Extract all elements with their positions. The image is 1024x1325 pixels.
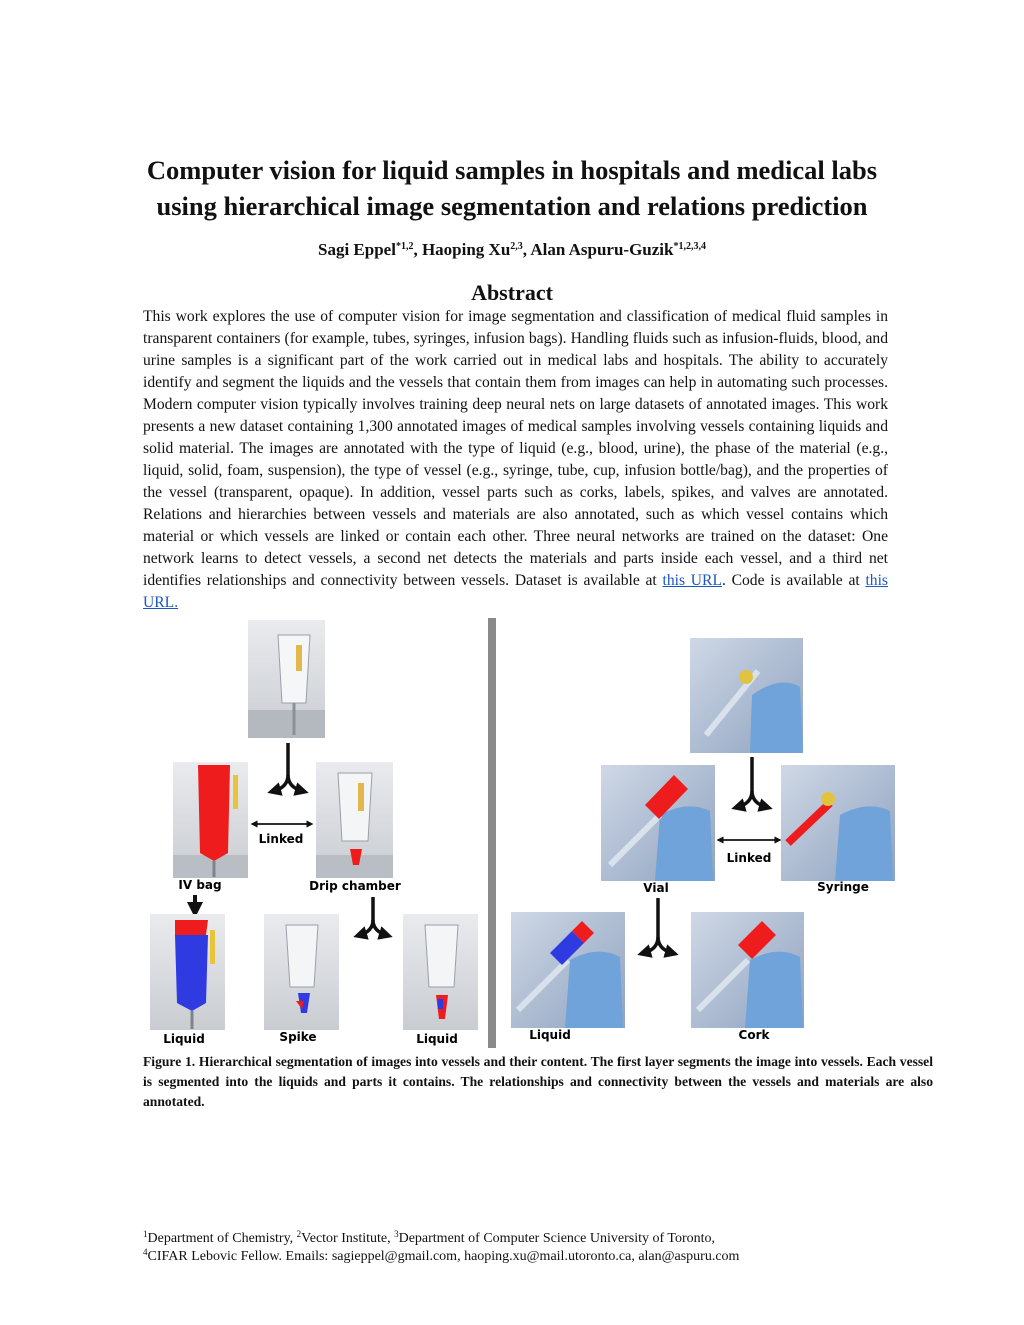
liquid-label: Liquid	[163, 1032, 205, 1046]
abstract-text: This work explores the use of computer vision for image segmentation and classification of medical fluid samples in transparent containers (for example, tubes, syringes, infusion bags). Handling fluids such as infusion-fluids, blood, and urine samples is a significant part of the work carried out in medical labs and hospitals. The ability to accurately identify and segment the liquids and the vessels that contain them from images can help in automating such processes. Modern computer vision typically involves training deep neural nets on large datasets of annotated images. This work presents a new dataset containing 1,300 annotated images of medical samples involving vessels containing liquids and solid material. The images are annotated with the type of liquid (e.g., blood, urine), the phase of the material (e.g., liquid, solid, foam, suspension), the type of vessel (e.g., syringe, tube, cup, infusion bottle/bag), and the properties of the vessel (transparent, opaque). In addition, vessel parts such as corks, labels, spikes, and valves are annotated. Relations and hierarchies between vessels and materials are also annotated, such as which vessel contains which material or which vessels are linked or contain each other. Three neural networks are trained on the dataset: One network learns to detect vessels, a second net detects the materials and parts inside each vessel, and a third net identifies relationships and connectivity between vessels. Dataset is available at	[143, 308, 888, 589]
linked-arrow	[254, 824, 310, 846]
author-affiliation: 2,3	[510, 241, 523, 252]
footnote-text: CIFAR Lebovic Fellow. Emails: sagieppel@gmail.com, haoping.xu@mail.utoronto.ca, alan@aspuru.com	[147, 1249, 740, 1264]
footnote-marker: 2	[296, 1229, 302, 1239]
author-affiliation: *1,2	[395, 241, 414, 252]
title-line-2: using hierarchical image segmentation and relations prediction	[156, 191, 868, 221]
abstract-heading: Abstract	[471, 280, 553, 305]
photo-spike	[264, 914, 339, 1030]
syringe-label: Syringe	[817, 880, 869, 894]
iv-bag-label: IV bag	[178, 878, 222, 892]
footnote-marker: 4	[143, 1247, 148, 1257]
paper-title	[100, 152, 924, 224]
footnote-text: Department of Computer Science University of Toronto,	[398, 1231, 716, 1246]
cork-label: Cork	[738, 1028, 770, 1042]
footnote-marker: 3	[394, 1229, 399, 1239]
split-arrow	[738, 757, 766, 807]
drip-chamber-label: Drip chamber	[309, 879, 401, 893]
author-list: Sagi Eppel$^{*1,2}$, Haoping Xu$^{2,3}$, Alan Aspuru-Guzik$^{*1,2,3,4}$	[318, 240, 706, 259]
dataset-link[interactable]: this URL	[662, 572, 722, 589]
code-text: . Code is available at	[721, 572, 866, 589]
split-arrow	[360, 897, 386, 935]
photo-syringe-segmented	[781, 765, 895, 881]
vial-label: Vial	[643, 881, 669, 895]
liquid-label: Liquid	[529, 1028, 571, 1042]
linked-label: Linked	[726, 851, 772, 865]
footnote-line-2	[143, 1248, 943, 1266]
split-arrow	[274, 743, 302, 791]
code-link[interactable]: this URL.	[143, 572, 888, 611]
title-line-1: Computer vision for liquid samples in hospitals and medical labs	[146, 155, 878, 185]
footnote	[143, 1230, 943, 1266]
author-name: Alan Aspuru-Guzik	[530, 240, 674, 259]
footnote-text: Vector Institute,	[301, 1231, 395, 1246]
photo-drip-liquid	[403, 914, 478, 1030]
figure-caption: Figure 1. Hierarchical segmentation of images into vessels and their content. The first layer segments the image into vessels. Each vessel is segmented into the liquids and parts it contains. The relationships and connectivity between the vessels and materials are also annotated.	[143, 1054, 933, 1109]
photo-vial-cork	[691, 912, 804, 1028]
photo-vial-liquid	[511, 912, 625, 1028]
photo-drip-chamber	[316, 762, 393, 878]
spike-label: Spike	[279, 1030, 317, 1044]
photo-vial-syringe-top	[690, 638, 803, 753]
footnote-line-1	[143, 1230, 943, 1248]
split-arrow	[644, 898, 672, 953]
author-name: Sagi Eppel	[318, 240, 396, 259]
photo-iv-bag-liquid	[150, 914, 225, 1030]
abstract-body	[143, 306, 888, 614]
photo-vial-segmented	[601, 765, 715, 881]
figure-1	[140, 615, 940, 1055]
author-name: Haoping Xu	[421, 240, 511, 259]
photo-infusion-set-top	[248, 620, 325, 738]
photo-iv-bag-segmented	[173, 762, 248, 878]
liquid-label: Liquid	[416, 1032, 458, 1046]
linked-label: Linked	[258, 832, 304, 846]
panel-divider	[488, 618, 496, 1048]
footnote-text: Department of Chemistry,	[147, 1231, 297, 1246]
author-affiliation: *1,2,3,4	[673, 241, 706, 252]
footnote-marker: 1	[143, 1229, 148, 1239]
linked-arrow	[720, 840, 778, 865]
